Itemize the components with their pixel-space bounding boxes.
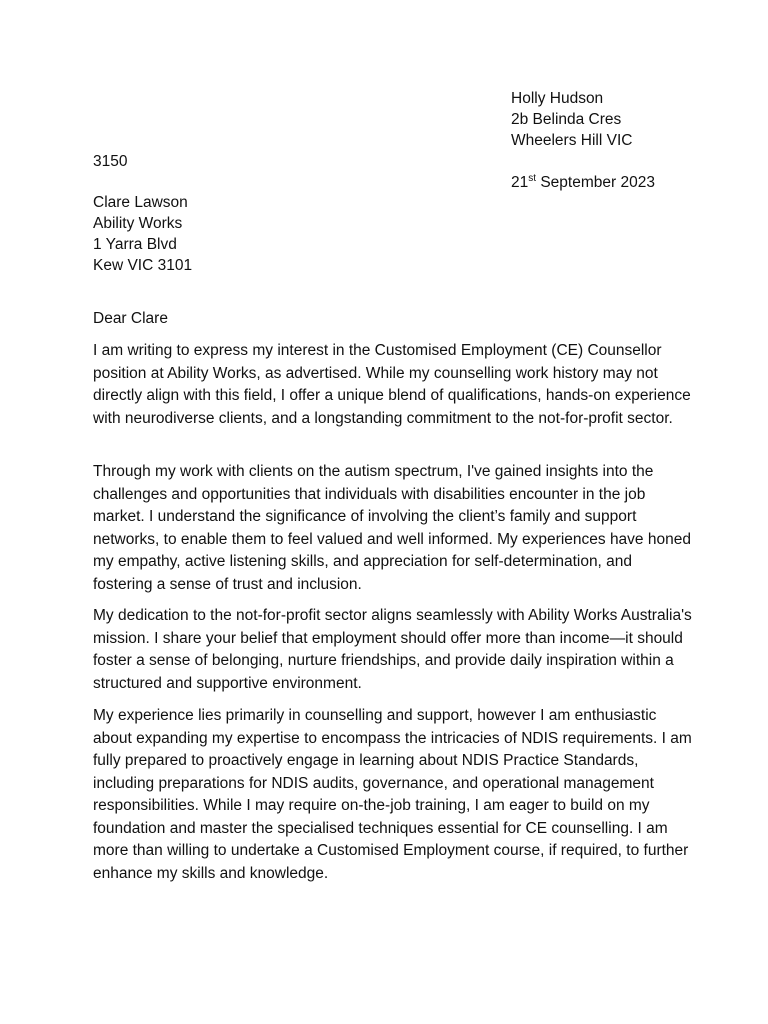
sender-name: Holly Hudson [511,90,604,107]
sender-street: 2b Belinda Cres [511,111,622,128]
sender-address [511,88,632,151]
body-paragraph-1: I am writing to express my interest in the Customised Employment (CE) Counsellor position at Ability Works, as advertised. While my counselling work history may not directly align with this field, I offer a unique blend of qualifications, hands-on experience with neurodiverse clients, and a longstanding commitment to the not-for-profit sector. [93,342,691,427]
date-month-year: September 2023 [540,174,655,191]
body-paragraph-2: Through my work with clients on the autism spectrum, I've gained insights into the challenges and opportunities that individuals with disabilities encounter in the job market. I understand the significance of involving the client’s family and support networks, to enable them to feel valued and well informed. My experiences have honed my empathy, active listening skills, and appreciation for self-determination, and fostering a sense of trust and inclusion. [93,463,691,593]
letter-date [511,172,655,193]
body-paragraph-3: My dedication to the not-for-profit sector aligns seamlessly with Ability Works Australia's mission. I share your belief that employment should offer more than income—it should foster a sense of belonging, nurture friendships, and provide daily inspiration within a structured and supportive environment. [93,607,692,692]
recipient-organisation: Ability Works [93,215,183,232]
date-day: 21 [511,174,529,191]
recipient-address [93,192,192,276]
salutation: Dear Clare [93,310,168,327]
sender-suburb: Wheelers Hill VIC [511,132,633,149]
sender-postcode: 3150 [93,153,128,170]
recipient-suburb: Kew VIC 3101 [93,257,193,274]
recipient-street: 1 Yarra Blvd [93,236,177,253]
recipient-name: Clare Lawson [93,194,188,211]
date-suffix: st [528,172,537,184]
body-paragraph-4: My experience lies primarily in counselling and support, however I am enthusiastic about expanding my expertise to encompass the intricacies of NDIS requirements. I am fully prepared to proactively engage in learning about NDIS Practice Standards, including preparations for NDIS audits, governance, and operational management responsibilities. While I may require on-the-job training, I am eager to build on my foundation and master the specialised techniques essential for CE counselling. I am more than willing to undertake a Customised Employment course, if required, to further enhance my skills and knowledge. [93,707,692,882]
